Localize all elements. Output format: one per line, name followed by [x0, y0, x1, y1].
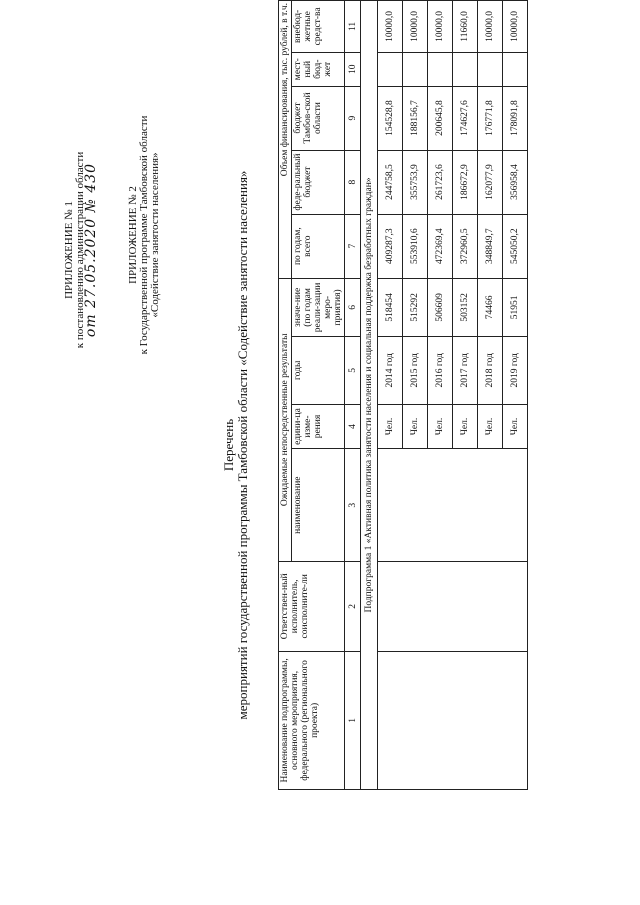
document-subtitle: мероприятий государственной программы Тамбовской области «Содействие занятости населения»	[235, 170, 250, 720]
local-cell	[378, 52, 403, 86]
federal-cell: 261723,6	[428, 150, 453, 214]
total-cell: 545050,2	[503, 214, 528, 278]
appendix-2-line1: к Государственной программе Тамбовской области	[138, 115, 150, 355]
subprogram-row	[361, 1, 378, 790]
total-cell: 409287,3	[378, 214, 403, 278]
appendix-2-line2: «Содействие занятости населения»	[149, 152, 161, 318]
header-extra: внебюд-жетные средст-ва	[292, 1, 345, 53]
measure-name-cell	[378, 651, 528, 789]
unit-cell: Чел.	[453, 404, 478, 449]
result-name-cell	[378, 449, 528, 561]
year-cell: 2015 год	[403, 337, 428, 404]
header-regional: бюджет Тамбов-ской области	[292, 86, 345, 150]
column-number: 10	[345, 52, 361, 86]
unit-cell: Чел.	[503, 404, 528, 449]
local-cell	[428, 52, 453, 86]
year-cell: 2019 год	[503, 337, 528, 404]
extra-cell: 11660,0	[453, 1, 478, 53]
appendix-1-block	[64, 135, 97, 365]
header-finance-group: Объем финансирования, тыс. рублей, в т.ч.	[279, 1, 292, 279]
total-cell: 348849,7	[478, 214, 503, 278]
header-local: мест-ный бюд-жет	[292, 52, 345, 86]
federal-cell: 162077,9	[478, 150, 503, 214]
regional-cell: 176771,8	[478, 86, 503, 150]
header-unit: едини-ца изме-рения	[292, 404, 345, 449]
document-title: Перечень	[221, 418, 236, 472]
column-number: 6	[345, 278, 361, 336]
value-cell: 51951	[503, 278, 528, 336]
value-cell: 503152	[453, 278, 478, 336]
regional-cell: 154528,8	[378, 86, 403, 150]
extra-cell: 10000,0	[503, 1, 528, 53]
unit-cell: Чел.	[378, 404, 403, 449]
value-cell: 506609	[428, 278, 453, 336]
regional-cell: 200645,8	[428, 86, 453, 150]
column-number: 7	[345, 214, 361, 278]
appendix-1-title: ПРИЛОЖЕНИЕ № 1	[63, 201, 75, 299]
header-years: годы	[292, 337, 345, 404]
column-number: 8	[345, 150, 361, 214]
appendix-1-line: к постановлению администрации области	[74, 151, 86, 349]
column-number: 9	[345, 86, 361, 150]
unit-cell: Чел.	[428, 404, 453, 449]
header-value: значе-ние (по годам реали-зации меро-приятия)	[292, 278, 345, 336]
regional-cell: 178091,8	[503, 86, 528, 150]
unit-cell: Чел.	[478, 404, 503, 449]
column-number: 11	[345, 1, 361, 53]
federal-cell: 244758,5	[378, 150, 403, 214]
extra-cell: 10000,0	[428, 1, 453, 53]
header-executor: Ответствен-ный исполнитель, соисполните-ли	[279, 561, 345, 651]
header-result-name: наименование	[292, 449, 345, 561]
total-cell: 472369,4	[428, 214, 453, 278]
executor-cell	[378, 561, 528, 651]
federal-cell: 186672,9	[453, 150, 478, 214]
local-cell	[453, 52, 478, 86]
header-row-1	[279, 1, 292, 790]
federal-cell: 356958,4	[503, 150, 528, 214]
measures-table	[278, 0, 528, 790]
regional-cell: 174627,6	[453, 86, 478, 150]
total-cell: 553910,6	[403, 214, 428, 278]
year-cell: 2014 год	[378, 337, 403, 404]
local-cell	[478, 52, 503, 86]
header-results-group: Ожидаемые непосредственные результаты	[279, 278, 292, 561]
federal-cell: 355753,9	[403, 150, 428, 214]
column-number: 1	[345, 651, 361, 789]
extra-cell: 10000,0	[378, 1, 403, 53]
regional-cell: 188156,7	[403, 86, 428, 150]
extra-cell: 10000,0	[403, 1, 428, 53]
column-number-row	[345, 1, 361, 790]
column-number: 4	[345, 404, 361, 449]
subprogram-title: Подпрограмма 1 «Активная политика занятости населения и социальная поддержка безработных граждан»	[361, 1, 378, 790]
column-number: 3	[345, 449, 361, 561]
header-federal: феде-ральный бюджет	[292, 150, 345, 214]
table-row	[378, 1, 403, 790]
year-cell: 2017 год	[453, 337, 478, 404]
header-total: по годам, всего	[292, 214, 345, 278]
value-cell: 518454	[378, 278, 403, 336]
year-cell: 2018 год	[478, 337, 503, 404]
extra-cell: 10000,0	[478, 1, 503, 53]
local-cell	[403, 52, 428, 86]
local-cell	[503, 52, 528, 86]
appendix-2-title: ПРИЛОЖЕНИЕ № 2	[127, 186, 139, 284]
value-cell: 74466	[478, 278, 503, 336]
value-cell: 515292	[403, 278, 428, 336]
appendix-1-date-number: от 27.05.2020 № 430	[83, 162, 99, 338]
total-cell: 372960,5	[453, 214, 478, 278]
unit-cell: Чел.	[403, 404, 428, 449]
document-heading	[222, 135, 250, 755]
year-cell: 2016 год	[428, 337, 453, 404]
header-name: Наименование подпрограммы, основного мероприятия, федерального (регионального проекта)	[279, 651, 345, 789]
appendix-2-block	[128, 105, 161, 365]
column-number: 2	[345, 561, 361, 651]
column-number: 5	[345, 337, 361, 404]
